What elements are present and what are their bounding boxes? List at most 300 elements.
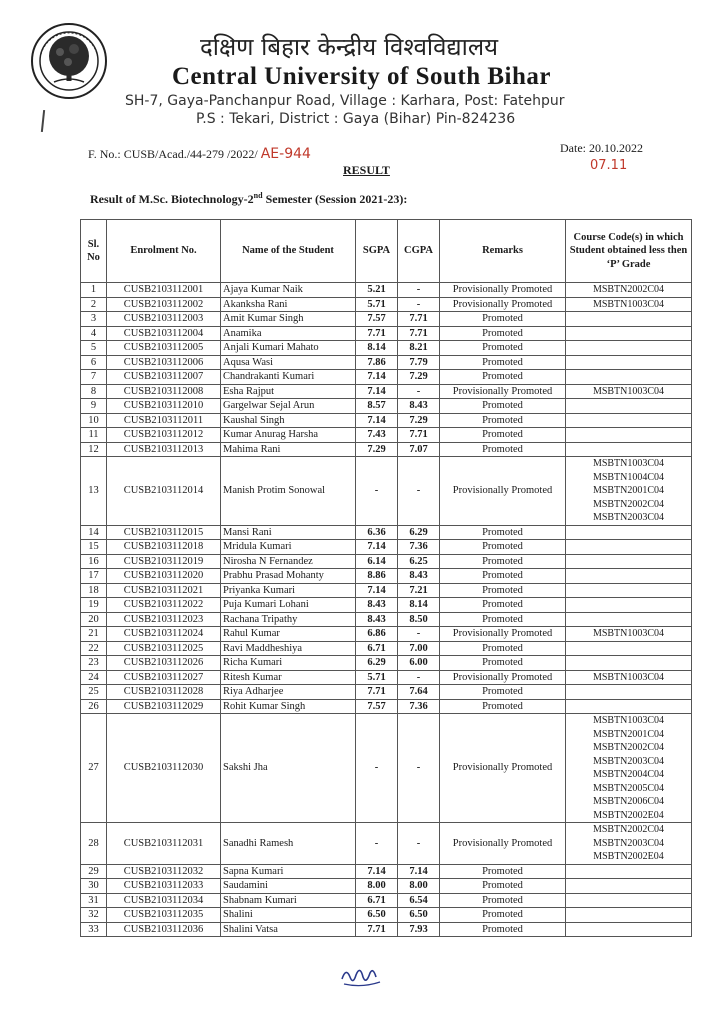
cell-name: Manish Protim Sonowal bbox=[221, 457, 356, 526]
cell-remarks: Promoted bbox=[440, 326, 566, 341]
cell-cgpa: - bbox=[398, 670, 440, 685]
cell-enrolment: CUSB2103112019 bbox=[107, 554, 221, 569]
date-handwritten-note: 07.11 bbox=[590, 158, 628, 173]
cell-enrolment: CUSB2103112027 bbox=[107, 670, 221, 685]
cell-cgpa: 7.71 bbox=[398, 428, 440, 443]
cell-name: Sapna Kumari bbox=[221, 864, 356, 879]
cell-remarks: Promoted bbox=[440, 656, 566, 671]
cell-course-codes bbox=[566, 598, 692, 613]
cell-course-codes bbox=[566, 370, 692, 385]
subtitle-main: Result of M.Sc. Biotechnology-2 bbox=[90, 192, 254, 206]
results-table bbox=[80, 219, 692, 937]
cell-enrolment: CUSB2103112035 bbox=[107, 908, 221, 923]
cell-sgpa: 6.14 bbox=[356, 554, 398, 569]
cell-enrolment: CUSB2103112007 bbox=[107, 370, 221, 385]
cell-enrolment: CUSB2103112031 bbox=[107, 823, 221, 865]
cell-sgpa: 7.14 bbox=[356, 413, 398, 428]
cell-name: Ravi Maddheshiya bbox=[221, 641, 356, 656]
cell-remarks: Provisionally Promoted bbox=[440, 283, 566, 298]
course-code: MSBTN1003C04 bbox=[592, 298, 665, 310]
cell-sl: 1 bbox=[81, 283, 107, 298]
cell-course-codes bbox=[566, 612, 692, 627]
table-row bbox=[81, 612, 692, 627]
cell-sgpa: 6.86 bbox=[356, 627, 398, 642]
cell-course-codes bbox=[566, 428, 692, 443]
cell-enrolment: CUSB2103112005 bbox=[107, 341, 221, 356]
course-code: MSBTN2003C04 bbox=[592, 755, 665, 767]
cell-enrolment: CUSB2103112010 bbox=[107, 399, 221, 414]
cell-sl: 11 bbox=[81, 428, 107, 443]
cell-remarks: Provisionally Promoted bbox=[440, 670, 566, 685]
cell-enrolment: CUSB2103112020 bbox=[107, 569, 221, 584]
cell-name: Esha Rajput bbox=[221, 384, 356, 399]
cell-course-codes bbox=[566, 908, 692, 923]
cell-sl: 18 bbox=[81, 583, 107, 598]
cell-sl: 17 bbox=[81, 569, 107, 584]
cell-cgpa: 7.29 bbox=[398, 370, 440, 385]
cell-sl: 24 bbox=[81, 670, 107, 685]
cell-name: Saudamini bbox=[221, 879, 356, 894]
course-code: MSBTN1004C04 bbox=[592, 471, 665, 483]
cell-sgpa: 5.71 bbox=[356, 670, 398, 685]
cell-sl: 10 bbox=[81, 413, 107, 428]
cell-enrolment: CUSB2103112029 bbox=[107, 699, 221, 714]
cell-remarks: Promoted bbox=[440, 370, 566, 385]
cell-name: Ritesh Kumar bbox=[221, 670, 356, 685]
cell-sl: 12 bbox=[81, 442, 107, 457]
cell-sl: 25 bbox=[81, 685, 107, 700]
file-number-handwritten: AE-944 bbox=[260, 146, 311, 162]
cell-enrolment: CUSB2103112013 bbox=[107, 442, 221, 457]
cell-cgpa: 7.14 bbox=[398, 864, 440, 879]
table-row bbox=[81, 554, 692, 569]
cell-sl: 31 bbox=[81, 893, 107, 908]
cell-enrolment: CUSB2103112023 bbox=[107, 612, 221, 627]
cell-course-codes bbox=[566, 540, 692, 555]
cell-course-codes bbox=[566, 341, 692, 356]
cell-enrolment: CUSB2103112002 bbox=[107, 297, 221, 312]
header-name: Name of the Student bbox=[221, 220, 356, 283]
course-code: MSBTN2001C04 bbox=[592, 485, 665, 496]
cell-remarks: Promoted bbox=[440, 612, 566, 627]
table-row bbox=[81, 428, 692, 443]
university-name: Central University of South Bihar bbox=[172, 63, 551, 90]
cell-remarks: Provisionally Promoted bbox=[440, 823, 566, 865]
cell-cgpa: - bbox=[398, 384, 440, 399]
cell-remarks: Promoted bbox=[440, 442, 566, 457]
cell-remarks: Provisionally Promoted bbox=[440, 384, 566, 399]
cell-name: Anjali Kumari Mahato bbox=[221, 341, 356, 356]
cell-name: Sakshi Jha bbox=[221, 714, 356, 823]
cell-cgpa: 8.21 bbox=[398, 341, 440, 356]
cell-sgpa: 8.86 bbox=[356, 569, 398, 584]
course-code: MSBTN2002C04 bbox=[592, 284, 665, 295]
table-row bbox=[81, 823, 692, 865]
table-row bbox=[81, 685, 692, 700]
header-sl: Sl. No bbox=[81, 220, 107, 283]
cell-remarks: Promoted bbox=[440, 341, 566, 356]
cell-remarks: Promoted bbox=[440, 312, 566, 327]
cell-enrolment: CUSB2103112022 bbox=[107, 598, 221, 613]
table-row bbox=[81, 569, 692, 584]
cell-enrolment: CUSB2103112011 bbox=[107, 413, 221, 428]
table-row bbox=[81, 525, 692, 540]
cell-enrolment: CUSB2103112032 bbox=[107, 864, 221, 879]
cell-course-codes bbox=[566, 413, 692, 428]
cell-remarks: Promoted bbox=[440, 685, 566, 700]
university-name-hindi: दक्षिण बिहार केन्द्रीय विश्वविद्यालय bbox=[200, 33, 499, 61]
table-row bbox=[81, 540, 692, 555]
cell-sgpa: 7.86 bbox=[356, 355, 398, 370]
margin-mark bbox=[41, 110, 45, 132]
cell-sl: 28 bbox=[81, 823, 107, 865]
cell-name: Rachana Tripathy bbox=[221, 612, 356, 627]
cell-remarks: Promoted bbox=[440, 699, 566, 714]
table-row bbox=[81, 641, 692, 656]
cell-sl: 14 bbox=[81, 525, 107, 540]
cell-remarks: Provisionally Promoted bbox=[440, 714, 566, 823]
cell-enrolment: CUSB2103112033 bbox=[107, 879, 221, 894]
cell-remarks: Promoted bbox=[440, 864, 566, 879]
cell-enrolment: CUSB2103112003 bbox=[107, 312, 221, 327]
subtitle-sup: nd bbox=[253, 191, 263, 200]
cell-sgpa: 7.29 bbox=[356, 442, 398, 457]
address-line-1: SH-7, Gaya-Panchanpur Road, Village : Karhara, Post: Fatehpur bbox=[125, 93, 565, 109]
course-code: MSBTN1003C04 bbox=[592, 671, 665, 683]
cell-cgpa: - bbox=[398, 457, 440, 526]
cell-cgpa: 7.93 bbox=[398, 922, 440, 937]
cell-sgpa: 7.71 bbox=[356, 922, 398, 937]
cell-sl: 29 bbox=[81, 864, 107, 879]
cell-course-codes bbox=[566, 326, 692, 341]
cell-remarks: Promoted bbox=[440, 569, 566, 584]
cell-cgpa: 8.43 bbox=[398, 569, 440, 584]
cell-sl: 32 bbox=[81, 908, 107, 923]
cell-sgpa: 7.71 bbox=[356, 685, 398, 700]
cell-course-codes bbox=[566, 670, 692, 685]
cell-enrolment: CUSB2103112012 bbox=[107, 428, 221, 443]
cell-course-codes bbox=[566, 879, 692, 894]
cell-remarks: Promoted bbox=[440, 598, 566, 613]
cell-name: Chandrakanti Kumari bbox=[221, 370, 356, 385]
cell-sl: 27 bbox=[81, 714, 107, 823]
cell-name: Rohit Kumar Singh bbox=[221, 699, 356, 714]
table-row bbox=[81, 699, 692, 714]
cell-sl: 20 bbox=[81, 612, 107, 627]
cell-remarks: Promoted bbox=[440, 355, 566, 370]
cell-sgpa: 8.00 bbox=[356, 879, 398, 894]
cell-name: Mahima Rani bbox=[221, 442, 356, 457]
cell-sl: 3 bbox=[81, 312, 107, 327]
cell-sgpa: 6.36 bbox=[356, 525, 398, 540]
cell-name: Aqusa Wasi bbox=[221, 355, 356, 370]
cell-enrolment: CUSB2103112001 bbox=[107, 283, 221, 298]
cell-name: Nirosha N Fernandez bbox=[221, 554, 356, 569]
cell-cgpa: 6.50 bbox=[398, 908, 440, 923]
cell-sgpa: 7.14 bbox=[356, 540, 398, 555]
cell-enrolment: CUSB2103112015 bbox=[107, 525, 221, 540]
cell-name: Mansi Rani bbox=[221, 525, 356, 540]
document-title: RESULT bbox=[343, 163, 390, 177]
cell-cgpa: 7.71 bbox=[398, 312, 440, 327]
table-row bbox=[81, 670, 692, 685]
cell-enrolment: CUSB2103112004 bbox=[107, 326, 221, 341]
cell-enrolment: CUSB2103112026 bbox=[107, 656, 221, 671]
cell-remarks: Promoted bbox=[440, 428, 566, 443]
cell-course-codes bbox=[566, 525, 692, 540]
cell-sgpa: 6.50 bbox=[356, 908, 398, 923]
table-body bbox=[81, 283, 692, 937]
cell-remarks: Provisionally Promoted bbox=[440, 627, 566, 642]
course-code: MSBTN2002C04 bbox=[592, 742, 665, 753]
table-row bbox=[81, 413, 692, 428]
cell-sgpa: - bbox=[356, 714, 398, 823]
cell-cgpa: 7.71 bbox=[398, 326, 440, 341]
cell-course-codes bbox=[566, 399, 692, 414]
cell-cgpa: 6.00 bbox=[398, 656, 440, 671]
header-cgpa: CGPA bbox=[398, 220, 440, 283]
cell-enrolment: CUSB2103112024 bbox=[107, 627, 221, 642]
cell-cgpa: 6.54 bbox=[398, 893, 440, 908]
cell-cgpa: - bbox=[398, 627, 440, 642]
cell-enrolment: CUSB2103112018 bbox=[107, 540, 221, 555]
cell-sl: 4 bbox=[81, 326, 107, 341]
cell-remarks: Promoted bbox=[440, 399, 566, 414]
cell-enrolment: CUSB2103112028 bbox=[107, 685, 221, 700]
cell-name: Anamika bbox=[221, 326, 356, 341]
course-code: MSBTN2003C04 bbox=[592, 837, 665, 849]
course-code: MSBTN2002E04 bbox=[593, 851, 664, 862]
cell-cgpa: 8.43 bbox=[398, 399, 440, 414]
subtitle-tail: Semester (Session 2021-23): bbox=[262, 192, 408, 206]
cell-cgpa: 7.07 bbox=[398, 442, 440, 457]
cell-name: Riya Adharjee bbox=[221, 685, 356, 700]
cell-course-codes bbox=[566, 554, 692, 569]
cell-course-codes bbox=[566, 384, 692, 399]
cell-course-codes bbox=[566, 283, 692, 298]
cell-remarks: Provisionally Promoted bbox=[440, 297, 566, 312]
cell-cgpa: 6.25 bbox=[398, 554, 440, 569]
cell-sgpa: 7.57 bbox=[356, 699, 398, 714]
cell-cgpa: - bbox=[398, 297, 440, 312]
table-row bbox=[81, 370, 692, 385]
table-row bbox=[81, 656, 692, 671]
cell-sl: 2 bbox=[81, 297, 107, 312]
cell-sl: 15 bbox=[81, 540, 107, 555]
cell-course-codes bbox=[566, 457, 692, 526]
cell-sgpa: 7.14 bbox=[356, 370, 398, 385]
university-seal-icon bbox=[30, 22, 108, 100]
cell-sgpa: 8.14 bbox=[356, 341, 398, 356]
cell-course-codes bbox=[566, 641, 692, 656]
course-code: MSBTN2002E04 bbox=[593, 809, 664, 821]
cell-course-codes bbox=[566, 864, 692, 879]
course-code: MSBTN2006C04 bbox=[592, 796, 665, 807]
cell-cgpa: - bbox=[398, 283, 440, 298]
table-row bbox=[81, 326, 692, 341]
header-remarks: Remarks bbox=[440, 220, 566, 283]
cell-cgpa: 7.79 bbox=[398, 355, 440, 370]
cell-sl: 33 bbox=[81, 922, 107, 937]
cell-sgpa: 7.14 bbox=[356, 384, 398, 399]
table-row bbox=[81, 442, 692, 457]
table-row bbox=[81, 341, 692, 356]
cell-course-codes bbox=[566, 656, 692, 671]
cell-remarks: Promoted bbox=[440, 922, 566, 937]
cell-name: Gargelwar Sejal Arun bbox=[221, 399, 356, 414]
cell-sgpa: - bbox=[356, 457, 398, 526]
header-course-codes: Course Code(s) in which Student obtained less then ‘P’ Grade bbox=[566, 220, 692, 283]
cell-sgpa: 5.21 bbox=[356, 283, 398, 298]
table-row bbox=[81, 399, 692, 414]
cell-sl: 13 bbox=[81, 457, 107, 526]
cell-course-codes bbox=[566, 627, 692, 642]
course-code: MSBTN1003C04 bbox=[592, 628, 665, 639]
cell-sl: 21 bbox=[81, 627, 107, 642]
cell-sl: 26 bbox=[81, 699, 107, 714]
cell-sl: 22 bbox=[81, 641, 107, 656]
table-row bbox=[81, 384, 692, 399]
cell-sgpa: 6.29 bbox=[356, 656, 398, 671]
file-number-text: F. No.: CUSB/Acad./44-279 /2022/ bbox=[88, 147, 258, 161]
cell-cgpa: 7.29 bbox=[398, 413, 440, 428]
cell-sgpa: 5.71 bbox=[356, 297, 398, 312]
course-code: MSBTN2004C04 bbox=[592, 769, 665, 780]
table-row bbox=[81, 714, 692, 823]
cell-name: Richa Kumari bbox=[221, 656, 356, 671]
cell-course-codes bbox=[566, 714, 692, 823]
cell-course-codes bbox=[566, 569, 692, 584]
cell-sl: 6 bbox=[81, 355, 107, 370]
cell-name: Kumar Anurag Harsha bbox=[221, 428, 356, 443]
cell-sgpa: 7.57 bbox=[356, 312, 398, 327]
cell-sgpa: - bbox=[356, 823, 398, 865]
table-header-row bbox=[81, 220, 692, 283]
cell-enrolment: CUSB2103112008 bbox=[107, 384, 221, 399]
cell-enrolment: CUSB2103112014 bbox=[107, 457, 221, 526]
cell-remarks: Promoted bbox=[440, 583, 566, 598]
cell-course-codes bbox=[566, 312, 692, 327]
cell-sgpa: 8.57 bbox=[356, 399, 398, 414]
issue-date: Date: 20.10.2022 bbox=[560, 141, 643, 155]
header-sgpa: SGPA bbox=[356, 220, 398, 283]
cell-enrolment: CUSB2103112030 bbox=[107, 714, 221, 823]
cell-cgpa: 8.14 bbox=[398, 598, 440, 613]
cell-course-codes bbox=[566, 583, 692, 598]
file-number bbox=[88, 146, 311, 162]
cell-sgpa: 6.71 bbox=[356, 893, 398, 908]
table-row bbox=[81, 598, 692, 613]
course-code: MSBTN2002C04 bbox=[592, 498, 665, 510]
cell-course-codes bbox=[566, 823, 692, 865]
cell-name: Akanksha Rani bbox=[221, 297, 356, 312]
cell-remarks: Promoted bbox=[440, 893, 566, 908]
table-row bbox=[81, 893, 692, 908]
cell-cgpa: 7.36 bbox=[398, 699, 440, 714]
cell-name: Shalini Vatsa bbox=[221, 922, 356, 937]
cell-remarks: Promoted bbox=[440, 413, 566, 428]
cell-name: Priyanka Kumari bbox=[221, 583, 356, 598]
table-row bbox=[81, 908, 692, 923]
cell-remarks: Promoted bbox=[440, 908, 566, 923]
cell-name: Shalini bbox=[221, 908, 356, 923]
cell-sl: 30 bbox=[81, 879, 107, 894]
cell-remarks: Promoted bbox=[440, 641, 566, 656]
cell-cgpa: - bbox=[398, 714, 440, 823]
cell-name: Mridula Kumari bbox=[221, 540, 356, 555]
cell-course-codes bbox=[566, 893, 692, 908]
header-enrolment: Enrolment No. bbox=[107, 220, 221, 283]
course-code: MSBTN2005C04 bbox=[592, 782, 665, 794]
cell-sl: 9 bbox=[81, 399, 107, 414]
cell-course-codes bbox=[566, 685, 692, 700]
cell-cgpa: 8.50 bbox=[398, 612, 440, 627]
cell-sl: 23 bbox=[81, 656, 107, 671]
result-subtitle bbox=[90, 191, 407, 207]
cell-name: Puja Kumari Lohani bbox=[221, 598, 356, 613]
cell-enrolment: CUSB2103112006 bbox=[107, 355, 221, 370]
cell-sgpa: 7.14 bbox=[356, 583, 398, 598]
cell-enrolment: CUSB2103112021 bbox=[107, 583, 221, 598]
cell-remarks: Promoted bbox=[440, 554, 566, 569]
course-code: MSBTN2003C04 bbox=[592, 512, 665, 523]
cell-sgpa: 6.71 bbox=[356, 641, 398, 656]
cell-sl: 5 bbox=[81, 341, 107, 356]
cell-cgpa: - bbox=[398, 823, 440, 865]
table-row bbox=[81, 583, 692, 598]
cell-cgpa: 6.29 bbox=[398, 525, 440, 540]
cell-cgpa: 7.36 bbox=[398, 540, 440, 555]
course-code: MSBTN1003C04 bbox=[592, 385, 665, 397]
cell-name: Shabnam Kumari bbox=[221, 893, 356, 908]
cell-enrolment: CUSB2103112025 bbox=[107, 641, 221, 656]
cell-sgpa: 7.71 bbox=[356, 326, 398, 341]
cell-name: Prabhu Prasad Mohanty bbox=[221, 569, 356, 584]
cell-enrolment: CUSB2103112036 bbox=[107, 922, 221, 937]
cell-sl: 7 bbox=[81, 370, 107, 385]
cell-remarks: Promoted bbox=[440, 525, 566, 540]
cell-name: Ajaya Kumar Naik bbox=[221, 283, 356, 298]
table-row bbox=[81, 922, 692, 937]
cell-name: Kaushal Singh bbox=[221, 413, 356, 428]
cell-remarks: Promoted bbox=[440, 540, 566, 555]
cell-remarks: Promoted bbox=[440, 879, 566, 894]
table-row bbox=[81, 355, 692, 370]
table-row bbox=[81, 879, 692, 894]
cell-course-codes bbox=[566, 355, 692, 370]
cell-sgpa: 8.43 bbox=[356, 612, 398, 627]
table-row bbox=[81, 297, 692, 312]
handwritten-signature-icon bbox=[336, 961, 386, 989]
cell-sgpa: 7.43 bbox=[356, 428, 398, 443]
course-code: MSBTN1003C04 bbox=[592, 715, 665, 726]
cell-sgpa: 8.43 bbox=[356, 598, 398, 613]
cell-cgpa: 7.64 bbox=[398, 685, 440, 700]
cell-course-codes bbox=[566, 699, 692, 714]
cell-sl: 19 bbox=[81, 598, 107, 613]
cell-name: Sanadhi Ramesh bbox=[221, 823, 356, 865]
table-row bbox=[81, 283, 692, 298]
cell-cgpa: 7.00 bbox=[398, 641, 440, 656]
cell-name: Amit Kumar Singh bbox=[221, 312, 356, 327]
cell-sl: 8 bbox=[81, 384, 107, 399]
table-row bbox=[81, 457, 692, 526]
cell-course-codes bbox=[566, 922, 692, 937]
course-code: MSBTN1003C04 bbox=[592, 458, 665, 469]
table-row bbox=[81, 627, 692, 642]
cell-enrolment: CUSB2103112034 bbox=[107, 893, 221, 908]
course-code: MSBTN2001C04 bbox=[592, 728, 665, 740]
